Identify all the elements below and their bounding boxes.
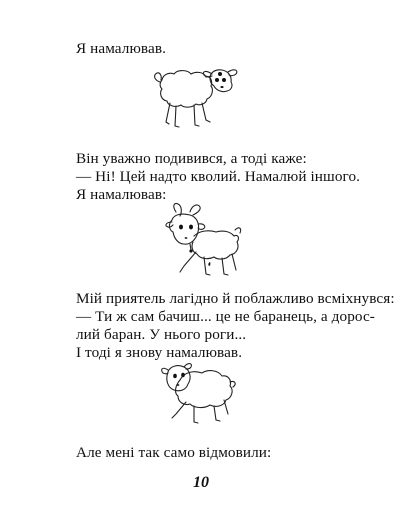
text-line-1: Я намалював. <box>76 40 166 57</box>
old-sheep-drawing <box>158 358 244 428</box>
text-line-8: І тоді я знову намалював. <box>76 344 243 361</box>
text-line-6: — Ти ж сам бачиш... це не баранець, а дорос- <box>76 308 375 325</box>
text-line-4: Я намалював: <box>76 186 167 203</box>
text-line-7: лий баран. У нього роги... <box>76 326 247 343</box>
ram-sketch-icon <box>160 200 246 282</box>
page-number: 10 <box>193 474 209 491</box>
sheep-sketch-icon <box>148 60 244 138</box>
text-line-5: Мій приятель лагідно й поблажливо всміхнувся: <box>76 290 395 307</box>
sheep-sketch-2-icon <box>158 358 244 428</box>
thin-sheep-drawing <box>148 60 244 138</box>
text-line-3: — Ні! Цей надто кволий. Намалюй іншого. <box>76 168 361 185</box>
text-line-2: Він уважно подивився, а тоді каже: <box>76 150 307 167</box>
ram-with-horns-drawing <box>160 200 246 282</box>
text-line-9: Але мені так само відмовили: <box>76 444 272 461</box>
